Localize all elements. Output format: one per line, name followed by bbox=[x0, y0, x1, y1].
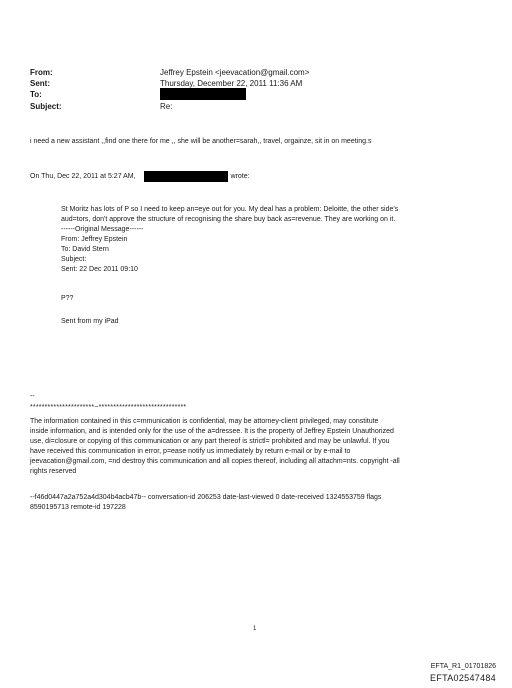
from-value: Jeffrey Epstein <jeevacation@gmail.com> bbox=[160, 68, 310, 77]
from-label: From: bbox=[30, 68, 53, 77]
sent-value: Thursday, December 22, 2011 11:36 AM bbox=[160, 79, 303, 88]
orig-to: To: David Stern bbox=[61, 246, 109, 253]
quote-sender-redacted bbox=[144, 171, 228, 182]
disclaimer-line-3: use, di=closure or copying of this communication or any part thereof is strictl= prohibited and may be unlawful. If you bbox=[30, 438, 390, 445]
metadata-line-2: 8590195713 remote-id 197228 bbox=[30, 504, 126, 511]
bates-number-2: EFTA02547484 bbox=[430, 673, 496, 683]
disclaimer-line-4: have received this communication in error, p=ease notify us immediately by return e-mail or by e-mail to bbox=[30, 448, 351, 455]
to-label: To: bbox=[30, 90, 42, 99]
orig-from: From: Jeffrey Epstein bbox=[61, 236, 128, 243]
orig-subject: Subject: bbox=[61, 256, 87, 263]
disclaimer-line-5: jeevacation@gmail.com, =nd destroy this communication and all copies thereof, including all attachm=nts. copyright -all bbox=[30, 458, 400, 465]
disclaimer-line-1: The information contained in this c=mmunication is confidential, may be attorney-client privileged, may constitute bbox=[30, 418, 379, 425]
footer-stars-line: **********************~****************************** bbox=[30, 404, 187, 411]
metadata-line-1: --f46d0447a2a752a4d304b4acb47b-- conversation-id 206253 date-last-viewed 0 date-received 1324553759 flags bbox=[30, 494, 382, 501]
quote-attribution bbox=[30, 172, 250, 182]
footer-dashes: -- bbox=[30, 393, 35, 400]
page-number: 1 bbox=[253, 626, 257, 632]
signature: Sent from my iPad bbox=[61, 318, 119, 325]
to-value-redacted bbox=[160, 90, 246, 100]
original-message-separator: ------Original Message------ bbox=[61, 226, 144, 233]
orig-sent: Sent: 22 Dec 2011 09:10 bbox=[61, 266, 138, 273]
reply-text: i need a new assistant ,,find one there for me ,, she will be another=sarah,, travel, orgainze, sit in on meeting.s bbox=[30, 138, 372, 145]
quoted-line-1: St Moritz has lots of P so I need to keep an=eye out for you. My deal has a problem: Deloitte, the other side's bbox=[61, 206, 399, 213]
quoted-line-2: aud=tors, don't approve the structure of recognising the share buy back as=revenue. They are working on it. bbox=[61, 216, 396, 223]
sent-label: Sent: bbox=[30, 79, 50, 88]
subject-value: Re: bbox=[160, 102, 173, 111]
disclaimer-line-6: rights reserved bbox=[30, 468, 77, 475]
disclaimer-line-2: inside information, and is intended only for the use of the a=dressee. It is the property of Jeffrey Epstein Unauthorized bbox=[30, 428, 394, 435]
subject-label: Subject: bbox=[30, 102, 62, 111]
bates-number-1: EFTA_R1_01701826 bbox=[430, 663, 496, 670]
quote-prefix: On Thu, Dec 22, 2011 at 5:27 AM, bbox=[30, 173, 136, 180]
p-line: P?? bbox=[61, 295, 74, 302]
quote-suffix: wrote: bbox=[230, 173, 250, 180]
